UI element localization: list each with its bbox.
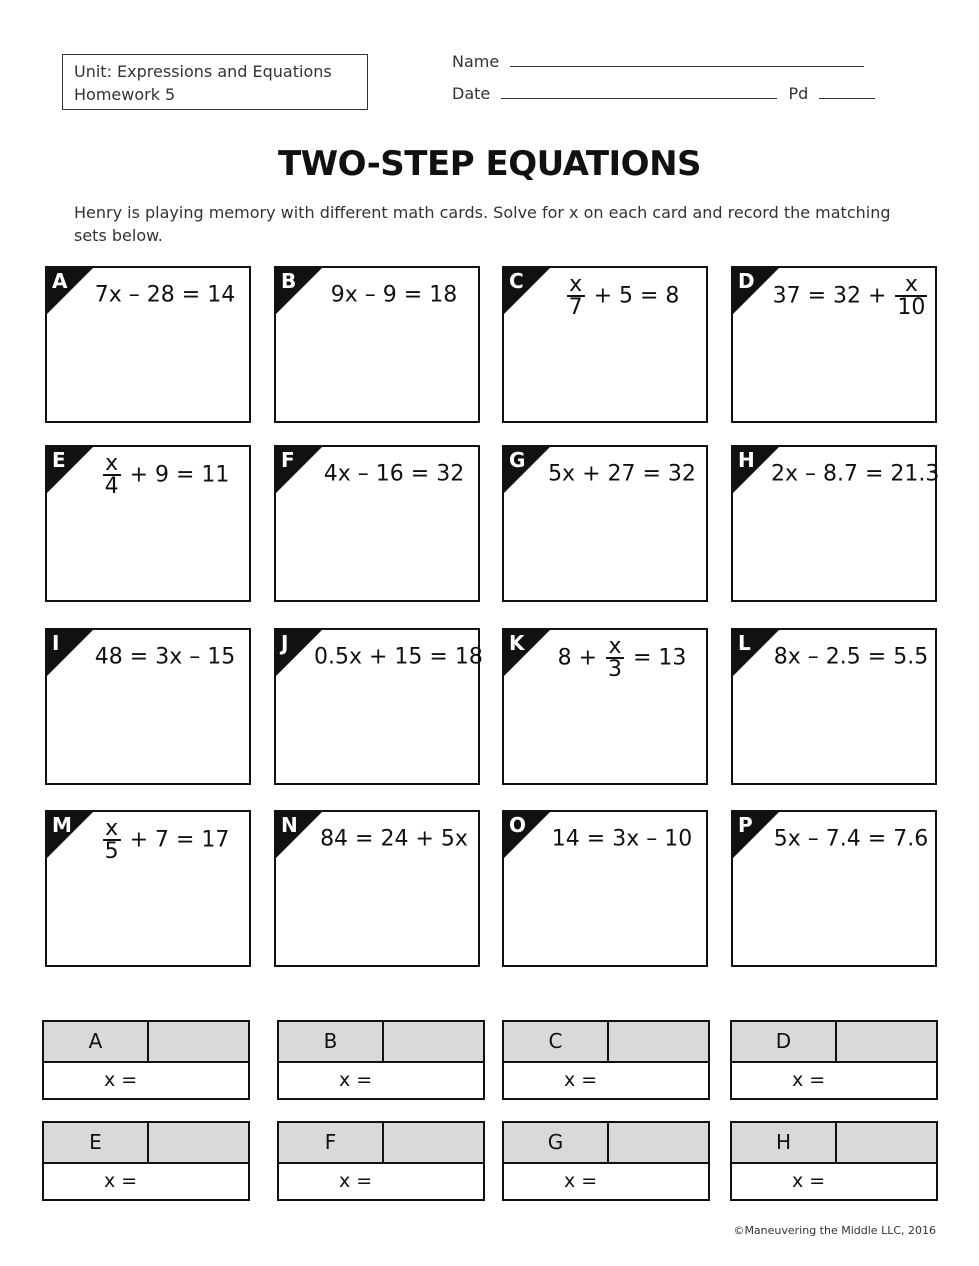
- equation-text: 37 = 32 +: [772, 283, 894, 309]
- card-letter: I: [52, 631, 60, 655]
- card-e: [45, 445, 251, 602]
- equation-text: = 13: [626, 645, 687, 671]
- answer-box-c[interactable]: [502, 1020, 710, 1100]
- card-letter: H: [738, 448, 755, 472]
- answer-letter: B: [279, 1022, 384, 1061]
- numerator: x: [895, 274, 927, 297]
- card-letter: C: [509, 269, 524, 293]
- unit-label: Unit: Expressions and Equations: [74, 62, 332, 81]
- numerator: x: [103, 818, 121, 841]
- card-letter: B: [281, 269, 297, 293]
- match-cell[interactable]: [837, 1022, 936, 1061]
- answer-letter: H: [732, 1123, 837, 1162]
- numerator: x: [606, 636, 624, 659]
- date-line[interactable]: [501, 84, 777, 99]
- name-line[interactable]: [510, 52, 864, 67]
- card-equation: [85, 453, 245, 497]
- equation-text: 2x – 8.7 = 21.3: [771, 461, 940, 487]
- card-letter: N: [281, 813, 298, 837]
- equation-text: 8 +: [557, 645, 604, 671]
- match-cell[interactable]: [149, 1123, 248, 1162]
- card-a: [45, 266, 251, 423]
- equation-text: 14 = 3x – 10: [551, 826, 693, 852]
- equation-text: 5x – 7.4 = 7.6: [773, 826, 929, 852]
- card-letter: P: [738, 813, 753, 837]
- card-p: [731, 810, 937, 967]
- equation-text: 84 = 24 + 5x: [320, 826, 468, 852]
- card-letter: L: [738, 631, 751, 655]
- copyright: ©Maneuvering the Middle LLC, 2016: [733, 1224, 936, 1237]
- card-equation: [542, 461, 702, 487]
- numerator: x: [103, 453, 121, 476]
- answer-header: [504, 1123, 708, 1164]
- card-d: [731, 266, 937, 423]
- equation-text: + 9 = 11: [122, 462, 230, 488]
- denominator: 7: [568, 295, 583, 320]
- card-k: [502, 628, 708, 785]
- card-g: [502, 445, 708, 602]
- denominator: 5: [104, 839, 119, 864]
- answer-header: [279, 1022, 483, 1063]
- card-equation: [85, 818, 245, 862]
- homework-label: Homework 5: [74, 85, 176, 104]
- answer-letter: F: [279, 1123, 384, 1162]
- card-equation: [542, 274, 702, 318]
- card-letter: F: [281, 448, 295, 472]
- card-equation: [542, 636, 702, 680]
- card-h: [731, 445, 940, 602]
- equation-text: 4x – 16 = 32: [323, 461, 465, 487]
- card-equation: [771, 826, 931, 852]
- date-label: Date: [452, 84, 491, 103]
- card-equation: [314, 282, 474, 308]
- card-letter: K: [509, 631, 525, 655]
- answer-header: [279, 1123, 483, 1164]
- answer-letter: D: [732, 1022, 837, 1061]
- match-cell[interactable]: [384, 1022, 483, 1061]
- x-equals-label: x =: [104, 1069, 138, 1091]
- date-field[interactable]: [452, 84, 875, 103]
- equation-text: 0.5x + 15 = 18: [314, 644, 483, 670]
- answer-box-d[interactable]: [730, 1020, 938, 1100]
- x-equals-label: x =: [792, 1170, 826, 1192]
- answer-letter: C: [504, 1022, 609, 1061]
- card-letter: J: [281, 631, 289, 655]
- answer-header: [732, 1022, 936, 1063]
- match-cell[interactable]: [149, 1022, 248, 1061]
- name-field[interactable]: [452, 52, 864, 71]
- card-m: [45, 810, 251, 967]
- equation-text: 8x – 2.5 = 5.5: [773, 644, 929, 670]
- x-equals-label: x =: [339, 1069, 373, 1091]
- match-cell[interactable]: [384, 1123, 483, 1162]
- match-cell[interactable]: [609, 1123, 708, 1162]
- card-l: [731, 628, 937, 785]
- card-letter: E: [52, 448, 66, 472]
- card-equation: [771, 274, 931, 318]
- answer-letter: G: [504, 1123, 609, 1162]
- unit-box: [62, 54, 368, 110]
- x-equals-label: x =: [104, 1170, 138, 1192]
- fraction: [606, 636, 624, 680]
- answer-letter: E: [44, 1123, 149, 1162]
- card-equation: [85, 644, 245, 670]
- card-o: [502, 810, 708, 967]
- answer-header: [44, 1123, 248, 1164]
- answer-box-e[interactable]: [42, 1121, 250, 1201]
- denominator: 10: [897, 295, 926, 320]
- x-equals-label: x =: [564, 1069, 598, 1091]
- card-c: [502, 266, 708, 423]
- card-equation: [771, 461, 940, 487]
- card-letter: A: [52, 269, 68, 293]
- equation-text: 9x – 9 = 18: [330, 282, 458, 308]
- fraction: [895, 274, 927, 318]
- answer-header: [732, 1123, 936, 1164]
- card-letter: D: [738, 269, 755, 293]
- card-letter: G: [509, 448, 526, 472]
- equation-text: 48 = 3x – 15: [94, 644, 236, 670]
- pd-line[interactable]: [819, 84, 875, 99]
- card-equation: [314, 826, 474, 852]
- x-equals-label: x =: [339, 1170, 373, 1192]
- answer-box-b[interactable]: [277, 1020, 485, 1100]
- match-cell[interactable]: [837, 1123, 936, 1162]
- x-equals-label: x =: [564, 1170, 598, 1192]
- card-equation: [542, 826, 702, 852]
- answer-header: [44, 1022, 248, 1063]
- fraction: [567, 274, 585, 318]
- denominator: 4: [104, 474, 119, 499]
- card-j: [274, 628, 483, 785]
- equation-text: + 7 = 17: [122, 827, 230, 853]
- answer-letter: A: [44, 1022, 149, 1061]
- card-i: [45, 628, 251, 785]
- card-letter: M: [52, 813, 72, 837]
- card-f: [274, 445, 480, 602]
- page-title: TWO-STEP EQUATIONS: [277, 144, 702, 184]
- x-equals-label: x =: [792, 1069, 826, 1091]
- fraction: [103, 818, 121, 862]
- card-equation: [85, 282, 245, 308]
- fraction: [103, 453, 121, 497]
- answer-box-a[interactable]: [42, 1020, 250, 1100]
- answer-box-g[interactable]: [502, 1121, 710, 1201]
- equation-text: + 5 = 8: [586, 283, 680, 309]
- card-equation: [314, 461, 474, 487]
- equation-text: 7x – 28 = 14: [94, 282, 236, 308]
- card-equation: [771, 644, 931, 670]
- instructions: Henry is playing memory with different math cards. Solve for x on each card and record the matching sets below.: [74, 203, 891, 245]
- answer-box-h[interactable]: [730, 1121, 938, 1201]
- pd-label: Pd: [788, 84, 809, 103]
- card-b: [274, 266, 480, 423]
- equation-text: 5x + 27 = 32: [548, 461, 696, 487]
- answer-box-f[interactable]: [277, 1121, 485, 1201]
- name-label: Name: [452, 52, 500, 71]
- card-equation: [314, 644, 483, 670]
- numerator: x: [567, 274, 585, 297]
- card-n: [274, 810, 480, 967]
- denominator: 3: [608, 657, 622, 682]
- answer-header: [504, 1022, 708, 1063]
- match-cell[interactable]: [609, 1022, 708, 1061]
- card-letter: O: [509, 813, 527, 837]
